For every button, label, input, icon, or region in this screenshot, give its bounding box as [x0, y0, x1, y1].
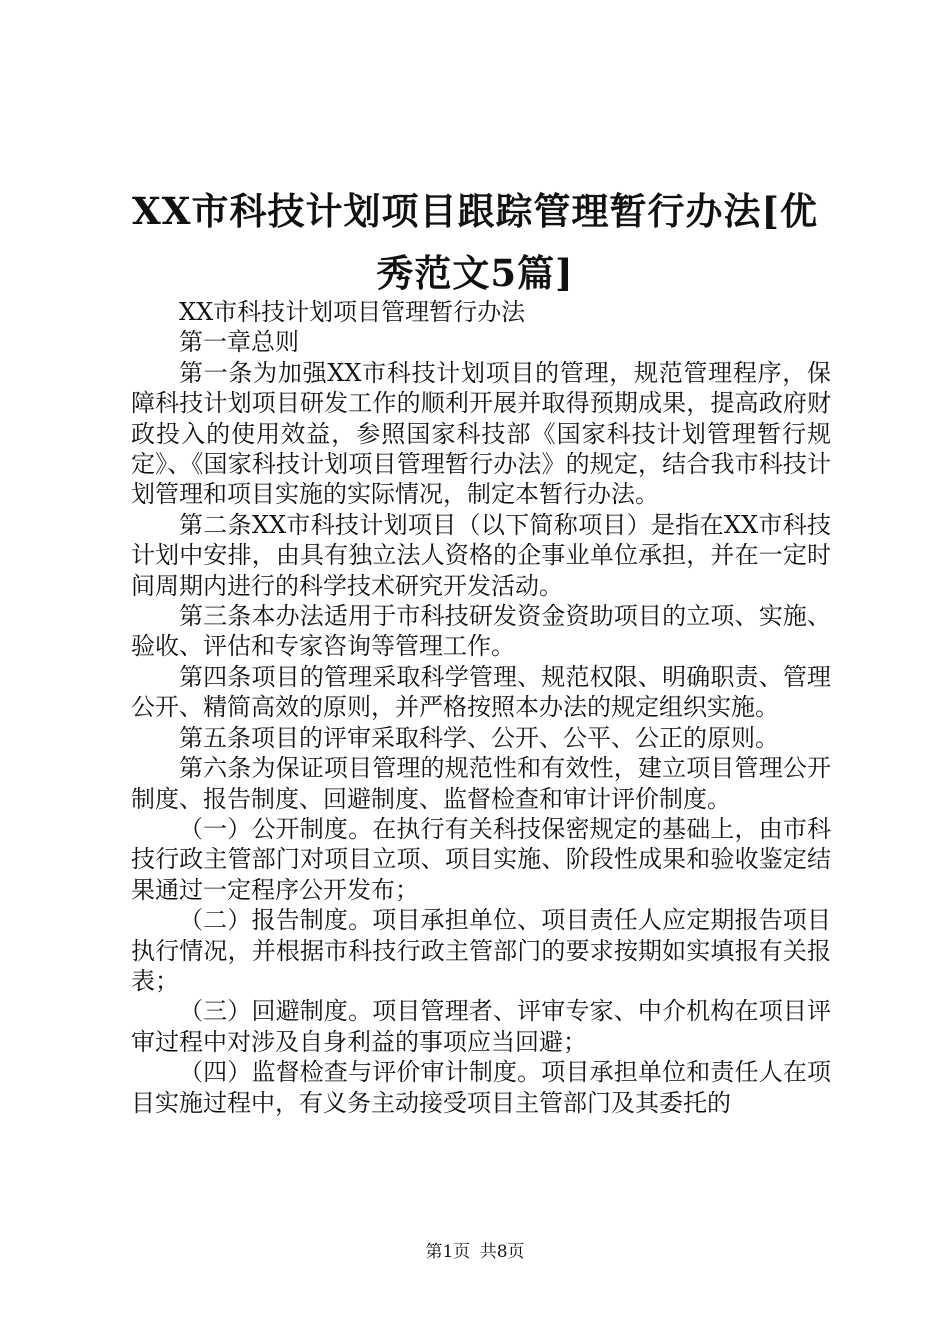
paragraph-chapter-heading: 第一章总则	[179, 328, 299, 357]
paragraph-article-2: 第二条XX市科技计划项目（以下简称项目）是指在XX市科技计划中安排，由具有独立法人资格的企事业单位承担，并在一定时间周期内进行的科学技术研究开发活动。	[131, 510, 831, 600]
paragraph-subtitle: XX市科技计划项目管理暂行办法	[179, 298, 526, 326]
page-total: 共8页	[479, 1242, 525, 1262]
paragraph-item-3: （三）回避制度。项目管理者、评审专家、中介机构在项目评审过程中对涉及自身利益的事项应当回避；	[131, 997, 831, 1056]
page-footer	[0, 1240, 950, 1264]
document-body	[131, 297, 831, 1118]
paragraph-article-3: 第三条本办法适用于市科技研发资金资助项目的立项、实施、验收、评估和专家咨询等管理工作。	[131, 602, 831, 661]
paragraph-article-4: 第四条项目的管理采取科学管理、规范权限、明确职责、管理公开、精简高效的原则，并严格按照本办法的规定组织实施。	[131, 662, 831, 722]
paragraph-item-4: （四）监督检查与评价审计制度。项目承担单位和责任人在项目实施过程中，有义务主动接受项目主管部门及其委托的	[131, 1058, 831, 1117]
paragraph-article-5: 第五条项目的评审采取科学、公开、公平、公正的原则。	[179, 723, 779, 752]
page-number: 第1页	[425, 1242, 471, 1262]
paragraph-item-1: （一）公开制度。在执行有关科技保密规定的基础上，由市科技行政主管部门对项目立项、项目实施、阶段性成果和验收鉴定结果通过一定程序公开发布；	[131, 814, 831, 904]
document-title: XX市科技计划项目跟踪管理暂行办法[优秀范文5篇]	[132, 189, 818, 295]
paragraph-item-2: （二）报告制度。项目承担单位、项目责任人应定期报告项目执行情况，并根据市科技行政主管部门的要求按期如实填报有关报表；	[131, 906, 831, 995]
paragraph-article-1: 第一条为加强XX市科技计划项目的管理，规范管理程序，保障科技计划项目研发工作的顺利开展并取得预期成果，提高政府财政投入的使用效益，参照国家科技部《国家科技计划管理暂行规定》、《国家科技计划项目管理暂行办法》的规定，结合我市科技计划管理和项目实施的实际情况，制定本暂行办法。	[131, 358, 831, 509]
paragraph-article-6: 第六条为保证项目管理的规范性和有效性，建立项目管理公开制度、报告制度、回避制度、监督检查和审计评价制度。	[131, 754, 831, 813]
